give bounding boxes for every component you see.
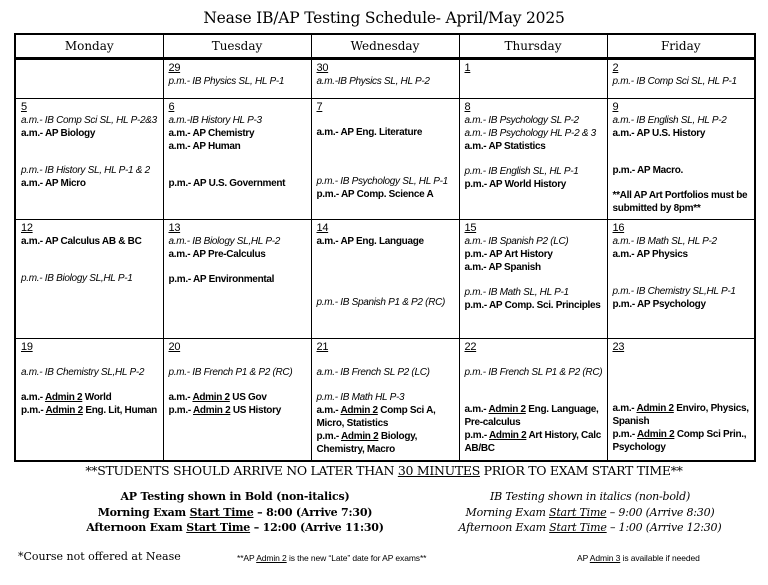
text-segment: a.m.- IB Spanish P2 (LC) [464, 236, 569, 247]
underlined-text: Admin 2 [45, 405, 83, 416]
day-cell [15, 339, 163, 461]
ap-legend [65, 489, 405, 536]
underlined-text: 23 [612, 341, 625, 353]
text-segment: Comp Sci A, Micro, Statistics [316, 405, 436, 429]
exam-entry [317, 391, 457, 404]
exam-entry [613, 248, 753, 261]
day-cell [15, 59, 163, 99]
text-segment: Biology, Chemistry, Macro [316, 431, 418, 455]
text-segment: p.m.- IB History SL, HL P-1 & 2 [21, 165, 150, 176]
text-segment: p.m.- AP Macro. [612, 165, 684, 176]
text-segment: a.m.- IB Psychology HL P-2 & 3 [464, 128, 596, 139]
spacer [613, 366, 753, 378]
date-number [465, 101, 605, 114]
text-segment: p.m.- IB Physics SL, HL P-1 [168, 76, 285, 87]
spacer [169, 261, 309, 273]
underlined-text: 8 [464, 101, 471, 113]
text-segment: a.m.- [464, 404, 489, 415]
underlined-text: 12 [21, 222, 33, 234]
spacer [613, 390, 753, 402]
ap-legend-line [65, 520, 405, 536]
underlined-text: 1 [464, 62, 471, 74]
exam-entry [465, 366, 605, 379]
spacer [613, 273, 753, 285]
text-segment: a.m.- IB Comp Sci SL, HL P-2&3 [21, 115, 157, 126]
underlined-text: Admin 2 [489, 430, 527, 441]
exam-entry [317, 126, 457, 139]
column-header-monday: Monday [15, 34, 163, 59]
text-segment: p.m.- AP World History [464, 179, 567, 190]
spacer [21, 260, 161, 272]
day-cell [311, 59, 459, 99]
spacer [465, 379, 605, 391]
text-segment: Comp Sci Prin., Psychology [612, 429, 747, 453]
day-cell [607, 59, 755, 99]
exam-entry [317, 296, 457, 309]
text-segment: Afternoon Exam [458, 521, 550, 534]
spacer [317, 272, 457, 284]
exam-entry [613, 75, 753, 88]
text-segment: – 8:00 (Arrive 7:30) [253, 505, 373, 519]
text-segment: p.m.- IB English SL, HL P-1 [464, 166, 579, 177]
day-cell [459, 339, 607, 461]
exam-entry [465, 114, 605, 127]
underlined-text: Admin 2 [636, 403, 674, 414]
text-segment: a.m.- [21, 392, 45, 403]
text-segment: a.m.- AP Micro [21, 178, 86, 189]
date-number [317, 62, 457, 75]
course-note [18, 550, 181, 563]
text-segment: Enviro, Physics, Spanish [612, 403, 749, 427]
text-segment: p.m.- AP Environmental [168, 274, 275, 285]
underlined-text: 30 [316, 62, 329, 74]
text-segment: p.m.- IB French SL P1 & P2 (RC) [464, 367, 603, 378]
spacer [613, 261, 753, 273]
week-row [15, 339, 755, 461]
underlined-text: 13 [168, 222, 181, 234]
text-segment: p.m.- [168, 405, 193, 416]
text-segment: a.m.- AP Biology [21, 128, 96, 139]
underlined-text: Start Time [189, 505, 254, 519]
underlined-text: 22 [464, 341, 477, 353]
text-segment: Art History, Calc AB/BC [464, 430, 601, 454]
exam-entry [317, 175, 457, 188]
exam-entry [21, 404, 161, 417]
spacer [465, 354, 605, 366]
text-segment: p.m.- AP Comp. Science A [316, 189, 434, 200]
date-number [21, 222, 161, 235]
text-segment: PRIOR TO EXAM START TIME** [479, 463, 683, 478]
text-segment: a.m.- IB English SL, HL P-2 [612, 115, 727, 126]
text-segment: a.m.- AP Spanish [464, 262, 541, 273]
ib-legend [440, 489, 740, 536]
underlined-text: Start Time [549, 505, 607, 519]
date-number [317, 341, 457, 354]
text-segment: a.m.- AP Pre-Calculus [168, 249, 266, 260]
underlined-text: 9 [612, 101, 619, 113]
text-segment: p.m.- IB French P1 & P2 (RC) [168, 367, 293, 378]
spacer [21, 140, 161, 152]
text-segment: p.m.- AP Comp. Sci. Principles [464, 300, 601, 311]
spacer [169, 165, 309, 177]
text-segment: *Course not offered at Nease [18, 550, 181, 563]
text-segment: US History [230, 405, 281, 416]
date-number [169, 222, 309, 235]
underlined-text: Start Time [186, 521, 251, 534]
spacer [317, 260, 457, 272]
text-segment: a.m.- AP Physics [612, 249, 688, 260]
exam-entry [169, 404, 309, 417]
spacer [169, 153, 309, 165]
spacer [317, 379, 457, 391]
underlined-text: Start Time [549, 521, 607, 534]
day-cell [163, 220, 311, 339]
exam-entry [317, 75, 457, 88]
text-segment: p.m.- IB Spanish P1 & P2 (RC) [316, 297, 446, 308]
text-segment: Afternoon Exam [86, 521, 187, 534]
table-body [15, 59, 755, 461]
text-segment: a.m.- AP Calculus AB & BC [21, 236, 142, 247]
exam-entry [465, 178, 605, 191]
exam-entry [169, 177, 309, 190]
text-segment: p.m.- [316, 431, 341, 442]
spacer [317, 248, 457, 260]
day-cell [15, 99, 163, 220]
text-segment: p.m.- IB Chemistry SL,HL P-1 [612, 286, 736, 297]
exam-entry [169, 391, 309, 404]
day-cell [607, 339, 755, 461]
admin3-note [577, 553, 700, 563]
text-segment: p.m.- AP Art History [464, 249, 553, 260]
exam-entry [465, 429, 605, 455]
underlined-text: Admin 2 [44, 392, 83, 403]
exam-entry [169, 366, 309, 379]
week-row [15, 59, 755, 99]
exam-entry [613, 127, 753, 140]
underlined-text: 6 [168, 101, 175, 113]
text-segment: **All AP Art Portfolios must be submitted by 8pm** [612, 190, 748, 214]
day-cell [163, 59, 311, 99]
day-cell [459, 220, 607, 339]
day-cell [607, 99, 755, 220]
text-segment: US Gov [229, 392, 267, 403]
text-segment: p.m.- [21, 405, 46, 416]
exam-entry [613, 114, 753, 127]
text-segment: a.m.- AP Eng. Language [316, 236, 424, 247]
exam-entry [317, 366, 457, 379]
column-header-wednesday: Wednesday [311, 34, 459, 59]
underlined-text: 16 [612, 222, 625, 234]
text-segment: Morning Exam [97, 505, 190, 519]
spacer [317, 139, 457, 151]
text-segment: a.m.- AP Eng. Literature [316, 127, 423, 138]
exam-entry [169, 273, 309, 286]
underlined-text: Admin 2 [637, 429, 675, 440]
underlined-text: Admin 2 [340, 405, 378, 416]
text-segment: a.m.- IB French SL P2 (LC) [316, 367, 430, 378]
exam-entry [21, 272, 161, 285]
spacer [613, 177, 753, 189]
day-cell [163, 99, 311, 220]
text-segment: a.m.- [316, 405, 341, 416]
spacer [169, 379, 309, 391]
column-header-thursday: Thursday [459, 34, 607, 59]
spacer [465, 153, 605, 165]
exam-entry [613, 235, 753, 248]
underlined-text: 5 [21, 101, 27, 113]
exam-entry [169, 127, 309, 140]
exam-entry [317, 404, 457, 430]
exam-entry [465, 248, 605, 261]
ib-legend-line [440, 520, 740, 536]
exam-entry [21, 177, 161, 190]
day-cell [311, 220, 459, 339]
spacer [317, 163, 457, 175]
spacer [613, 354, 753, 366]
text-segment: a.m.- IB Psychology SL P-2 [464, 115, 579, 126]
exam-entry [465, 299, 605, 312]
text-segment: **AP [237, 553, 257, 563]
underlined-text: Admin 3 [589, 553, 621, 563]
schedule-table [14, 33, 756, 462]
underlined-text: Admin 2 [341, 431, 379, 442]
day-cell [311, 339, 459, 461]
exam-entry [317, 188, 457, 201]
text-segment: Eng. Language, Pre-calculus [464, 404, 599, 428]
text-segment: World [82, 392, 112, 403]
exam-entry [21, 164, 161, 177]
text-segment: a.m.- IB Math SL, HL P-2 [612, 236, 717, 247]
text-segment: a.m.- [168, 392, 193, 403]
underlined-text: 19 [21, 341, 33, 353]
text-segment: a.m.- AP Chemistry [168, 128, 255, 139]
text-segment: – 9:00 (Arrive 8:30) [606, 505, 715, 519]
exam-entry [465, 235, 605, 248]
day-cell [607, 220, 755, 339]
date-number [613, 341, 753, 354]
admin2-note [237, 553, 426, 563]
date-number [465, 62, 605, 75]
day-cell [163, 339, 311, 461]
date-number [465, 222, 605, 235]
spacer [613, 140, 753, 152]
ib-legend-line [440, 505, 740, 521]
exam-entry [317, 430, 457, 456]
ap-legend-line [65, 505, 405, 521]
spacer [21, 354, 161, 366]
underlined-text: Admin 2 [193, 405, 231, 416]
underlined-text: 7 [316, 101, 323, 113]
underlined-text: 20 [168, 341, 181, 353]
exam-entry [21, 366, 161, 379]
text-segment: is available if needed [620, 553, 700, 563]
spacer [169, 354, 309, 366]
date-number [613, 101, 753, 114]
spacer [21, 248, 161, 260]
date-number [613, 222, 753, 235]
spacer [317, 151, 457, 163]
day-cell [459, 99, 607, 220]
spacer [317, 114, 457, 126]
week-row [15, 99, 755, 220]
text-segment: a.m.- AP U.S. History [612, 128, 706, 139]
exam-entry [465, 140, 605, 153]
underlined-text: Admin 2 [488, 404, 526, 415]
text-segment: p.m.- AP Psychology [612, 299, 706, 310]
text-segment: IB Testing shown in italics (non-bold) [489, 490, 691, 503]
text-segment: a.m.- IB Chemistry SL,HL P-2 [21, 367, 145, 378]
underlined-text: 14 [316, 222, 329, 234]
day-cell [459, 59, 607, 99]
column-header-tuesday: Tuesday [163, 34, 311, 59]
exam-entry [465, 261, 605, 274]
exam-entry [317, 235, 457, 248]
text-segment: a.m.- IB Biology SL,HL P-2 [168, 236, 281, 247]
spacer [465, 391, 605, 403]
exam-entry [465, 127, 605, 140]
text-segment: a.m.-IB Physics SL, HL P-2 [316, 76, 430, 87]
text-segment: p.m.- IB Math HL P-3 [316, 392, 405, 403]
text-segment: Morning Exam [465, 505, 549, 519]
exam-entry [613, 298, 753, 311]
ap-legend-line [65, 489, 405, 505]
spacer [317, 354, 457, 366]
text-segment: a.m.- AP Human [168, 141, 241, 152]
exam-entry [169, 248, 309, 261]
text-segment: AP Testing shown in Bold (non-italics) [120, 490, 350, 503]
exam-entry [613, 428, 753, 454]
date-number [169, 341, 309, 354]
exam-entry [613, 285, 753, 298]
exam-entry [613, 402, 753, 428]
exam-entry [169, 235, 309, 248]
text-segment: p.m.- [612, 429, 637, 440]
spacer [465, 274, 605, 286]
exam-entry [169, 140, 309, 153]
text-segment: a.m.- AP Statistics [464, 141, 546, 152]
text-segment: p.m.- AP U.S. Government [168, 178, 286, 189]
exam-entry [613, 164, 753, 177]
ib-legend-line [440, 489, 740, 505]
exam-entry [465, 286, 605, 299]
date-number [317, 222, 457, 235]
spacer [613, 378, 753, 390]
exam-entry [21, 127, 161, 140]
underlined-text: 21 [316, 341, 329, 353]
exam-entry [169, 75, 309, 88]
underlined-text: 15 [464, 222, 477, 234]
spacer [21, 379, 161, 391]
date-number [317, 101, 457, 114]
date-number [21, 101, 161, 114]
exam-entry [613, 189, 753, 215]
date-number [21, 341, 161, 354]
text-segment: p.m.- [464, 430, 489, 441]
text-segment: p.m.- IB Math SL, HL P-1 [464, 287, 569, 298]
text-segment: p.m.- IB Psychology SL, HL P-1 [316, 176, 448, 187]
table-header [15, 34, 755, 59]
exam-entry [21, 391, 161, 404]
underlined-text: 29 [168, 62, 181, 74]
text-segment: p.m.- IB Biology SL,HL P-1 [21, 273, 133, 284]
underlined-text: 2 [612, 62, 619, 74]
date-number [169, 62, 309, 75]
underlined-text: Admin 2 [256, 553, 287, 563]
exam-entry [21, 114, 161, 127]
text-segment: Eng. Lit, Human [82, 405, 157, 416]
date-number [465, 341, 605, 354]
underlined-text: 30 MINUTES [397, 463, 480, 478]
text-segment: a.m.-IB History HL P-3 [168, 115, 262, 126]
text-segment: AP [577, 553, 590, 563]
exam-entry [169, 114, 309, 127]
exam-entry [465, 403, 605, 429]
arrival-note [0, 463, 768, 478]
text-segment: **STUDENTS SHOULD ARRIVE NO LATER THAN [85, 463, 398, 478]
header-row [15, 34, 755, 59]
text-segment: a.m.- [612, 403, 637, 414]
text-segment: p.m.- IB Comp Sci SL, HL P-1 [612, 76, 737, 87]
day-cell [311, 99, 459, 220]
spacer [317, 284, 457, 296]
text-segment: is the new “Late” date for AP exams** [286, 553, 427, 563]
spacer [21, 152, 161, 164]
text-segment: – 1:00 (Arrive 12:30) [606, 521, 722, 534]
exam-entry [21, 235, 161, 248]
week-row [15, 220, 755, 339]
underlined-text: Admin 2 [192, 392, 230, 403]
date-number [613, 62, 753, 75]
spacer [613, 152, 753, 164]
exam-entry [465, 165, 605, 178]
text-segment: – 12:00 (Arrive 11:30) [250, 521, 384, 534]
page-title: Nease IB/AP Testing Schedule- April/May 2025 [203, 9, 565, 27]
date-number [169, 101, 309, 114]
day-cell [15, 220, 163, 339]
column-header-friday: Friday [607, 34, 755, 59]
